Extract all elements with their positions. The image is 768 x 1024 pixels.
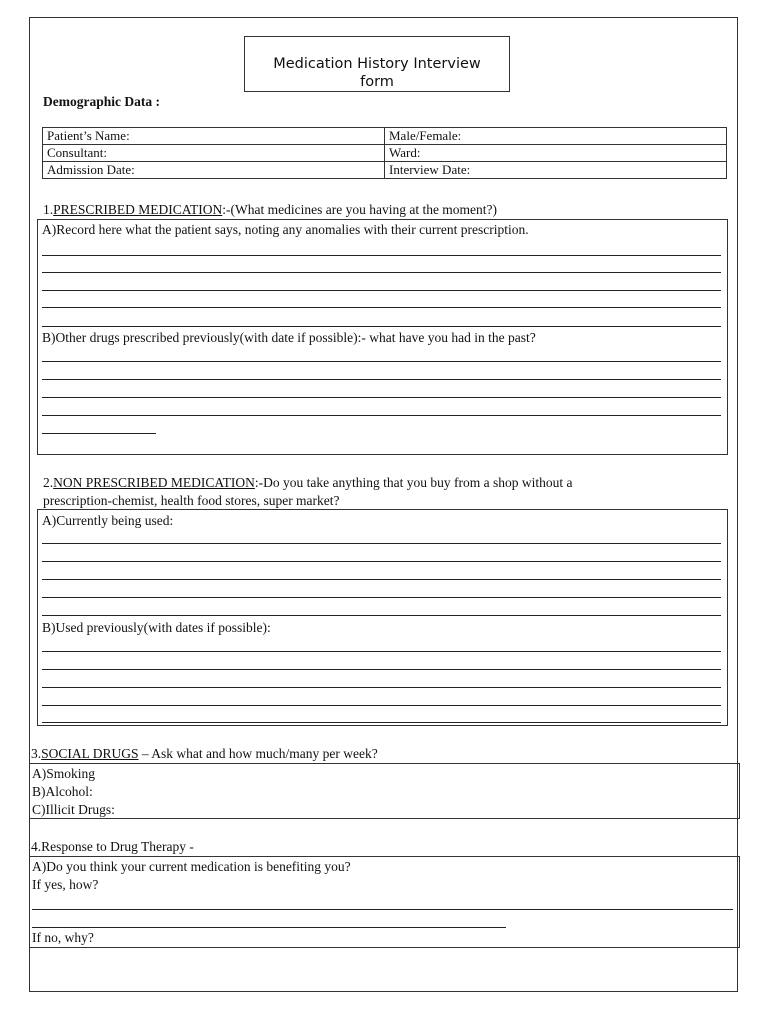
ward-field[interactable]: Ward: [385, 145, 727, 162]
admission-date-field[interactable]: Admission Date: [43, 162, 385, 179]
answer-line[interactable] [42, 543, 721, 544]
section3-box [29, 763, 740, 819]
consultant-field[interactable]: Consultant: [43, 145, 385, 162]
demographics-table [42, 127, 727, 179]
section2-title: NON PRESCRIBED MEDICATION [53, 475, 255, 490]
answer-line[interactable] [42, 651, 721, 652]
section2-question: :-Do you take anything that you buy from a shop without a [254, 475, 573, 490]
section2-box [37, 509, 728, 726]
answer-line[interactable] [42, 561, 721, 562]
section2-b-label: B)Used previously(with dates if possible): [42, 620, 271, 635]
answer-line[interactable] [42, 597, 721, 598]
answer-line[interactable] [42, 272, 721, 273]
section4-question: A)Do you think your current medication is benefiting you? [32, 859, 351, 874]
section3-title: SOCIAL DRUGS [41, 746, 139, 761]
if-yes-label: If yes, how? [32, 877, 99, 892]
section2-heading [43, 474, 572, 491]
illicit-drugs-field[interactable]: C)Illicit Drugs: [32, 802, 115, 817]
answer-line[interactable] [42, 687, 721, 688]
answer-line[interactable] [42, 669, 721, 670]
table-row [43, 128, 727, 145]
title-line-2: form [360, 74, 394, 90]
smoking-field[interactable]: A)Smoking [32, 766, 96, 781]
title-line-1: Medication History Interview [273, 56, 481, 72]
answer-line[interactable] [42, 722, 721, 723]
answer-line[interactable] [32, 927, 506, 928]
answer-line[interactable] [42, 415, 721, 416]
answer-line[interactable] [42, 705, 721, 706]
answer-line[interactable] [42, 326, 721, 327]
sex-field[interactable]: Male/Female: [385, 128, 727, 145]
answer-line[interactable] [42, 615, 721, 616]
answer-line[interactable] [42, 255, 721, 256]
answer-line[interactable] [42, 579, 721, 580]
section3-heading [31, 745, 378, 762]
section2-number: 2. [43, 475, 54, 490]
section1-title: PRESCRIBED MEDICATION [53, 202, 223, 217]
interview-date-field[interactable]: Interview Date: [385, 162, 727, 179]
section1-number: 1. [43, 202, 54, 217]
section2-a-label: A)Currently being used: [42, 513, 174, 528]
alcohol-field[interactable]: B)Alcohol: [32, 784, 93, 799]
answer-line[interactable] [42, 397, 721, 398]
answer-line[interactable] [42, 290, 721, 291]
section2-question-line2: prescription-chemist, health food stores, super market? [43, 493, 340, 508]
patients-name-field[interactable]: Patient’s Name: [43, 128, 385, 145]
table-row [43, 145, 727, 162]
answer-line[interactable] [42, 361, 721, 362]
section3-question: – Ask what and how much/many per week? [138, 746, 378, 761]
section1-heading [43, 201, 497, 218]
table-row [43, 162, 727, 179]
answer-line[interactable] [32, 909, 733, 910]
section1-question: :-(What medicines are you having at the moment?) [222, 202, 498, 217]
answer-line[interactable] [42, 379, 721, 380]
section1-b-label: B)Other drugs prescribed previously(with date if possible):- what have you had in the past? [42, 330, 536, 345]
section4-heading: 4.Response to Drug Therapy - [31, 839, 194, 854]
answer-line[interactable] [42, 307, 721, 308]
demographic-heading: Demographic Data : [43, 94, 160, 109]
answer-line[interactable] [42, 433, 156, 434]
section1-a-label: A)Record here what the patient says, noting any anomalies with their current prescription. [42, 222, 529, 237]
if-no-label: If no, why? [32, 930, 94, 945]
form-title [244, 36, 510, 92]
section3-number: 3. [31, 746, 42, 761]
